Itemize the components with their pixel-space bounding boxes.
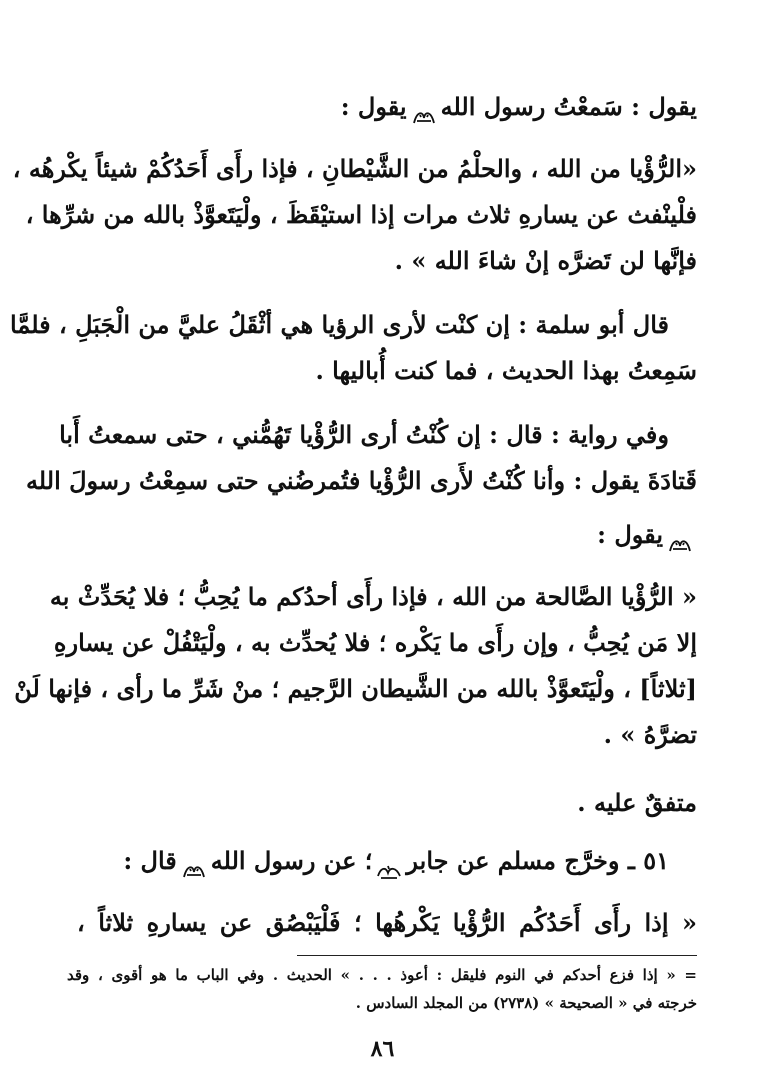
hadith51-text-a: ٥١ ـ وخرَّج مسلم عن جابر <box>406 846 669 875</box>
hadith3-line1: « إذا رأَى أَحَدُكُم الرُّؤْيا يَكْرهُها ؛ فَلْيَبْصُق عن يسارهِ ثلاثاً ، <box>77 908 697 937</box>
intro-text: يقول : سَمعْتُ رسول الله <box>440 92 697 121</box>
hadith2-line1: « الرُّؤْيا الصَّالحة من الله ، فإذا رأَى أحدُكم ما يُحِبُّ ؛ فلا يُحَدِّثْ به <box>49 582 697 611</box>
intro-text-end: يقول : <box>340 92 407 121</box>
footnote-line1: = « إذا فزع أحدكم في النوم فليقل : أعوذ . . . » الحديث . وفي الباب ما هو أقوى ، وقد <box>67 966 697 984</box>
riwaya-line2: قَتادَةَ يقول : وأنا كُنْتُ لأَرى الرُّؤْيا فتُمرضُني حتى سمِعْتُ رسولَ الله <box>25 466 697 495</box>
intro-line <box>77 84 697 130</box>
salla-allah-emblem-icon <box>181 852 207 874</box>
page-number: ٨٦ <box>370 1036 395 1062</box>
agreed-upon: متفقٌ عليه . <box>577 788 697 817</box>
hadith1-line2: فلْينْفث عن يسارهِ ثلاث مرات إذا استيْقَظَ ، ولْيَتَعوَّذْ بالله من شرِّها ، <box>25 200 697 229</box>
hadith2-line2: إلا مَن يُحِبُّ ، وإن رأَى ما يَكْره ؛ فلا يُحدِّث به ، ولْيَتْفُلْ عن يسارهِ <box>53 628 697 657</box>
abu-salama-line2: سَمِعتُ بهذا الحديث ، فما كنت أُباليها . <box>315 356 697 385</box>
footnote-line2: خرجته في « الصحيحة » (٢٧٣٨) من المجلد السادس . <box>355 994 697 1012</box>
radiya-allah-emblem-icon <box>376 852 402 874</box>
riwaya-line1: وفي رواية : قال : إن كُنْتُ أرى الرُّؤْيا تَهُمُّني ، حتى سمعتُ أَبا <box>59 420 669 449</box>
salla-allah-emblem-icon <box>411 98 437 120</box>
salla-allah-emblem-icon <box>667 526 693 548</box>
hadith2-line4: تضرَّهُ » . <box>603 720 697 749</box>
riwaya-line3 <box>77 512 697 558</box>
hadith51-text-b: ؛ عن رسول الله <box>210 846 373 875</box>
hadith1-line3: فإنَّها لن تَضرَّه إنْ شاءَ الله » . <box>394 246 697 275</box>
hadith1-line1: «الرُّؤْيا من الله ، والحلْمُ من الشَّيْطانِ ، فإذا رأَى أَحَدُكُمْ شيئاً يكْرهُه ، <box>12 154 697 183</box>
abu-salama-line1: قال أبو سلمة : إن كنْت لأرى الرؤيا هي أثْقَلُ عليَّ من الْجَبَلِ ، فلمَّا <box>10 310 669 339</box>
footnote-separator <box>297 955 697 956</box>
hadith2-line3: [ثلاثاً] ، ولْيَتَعوَّذْ بالله من الشَّيطان الرَّجيم ؛ منْ شَرِّ ما رأى ، فإنها لَنْ <box>14 674 697 703</box>
hadith51-text-c: قال : <box>123 846 177 875</box>
riwaya-line3-text: يقول : <box>597 520 663 549</box>
hadith51-heading <box>77 838 669 884</box>
